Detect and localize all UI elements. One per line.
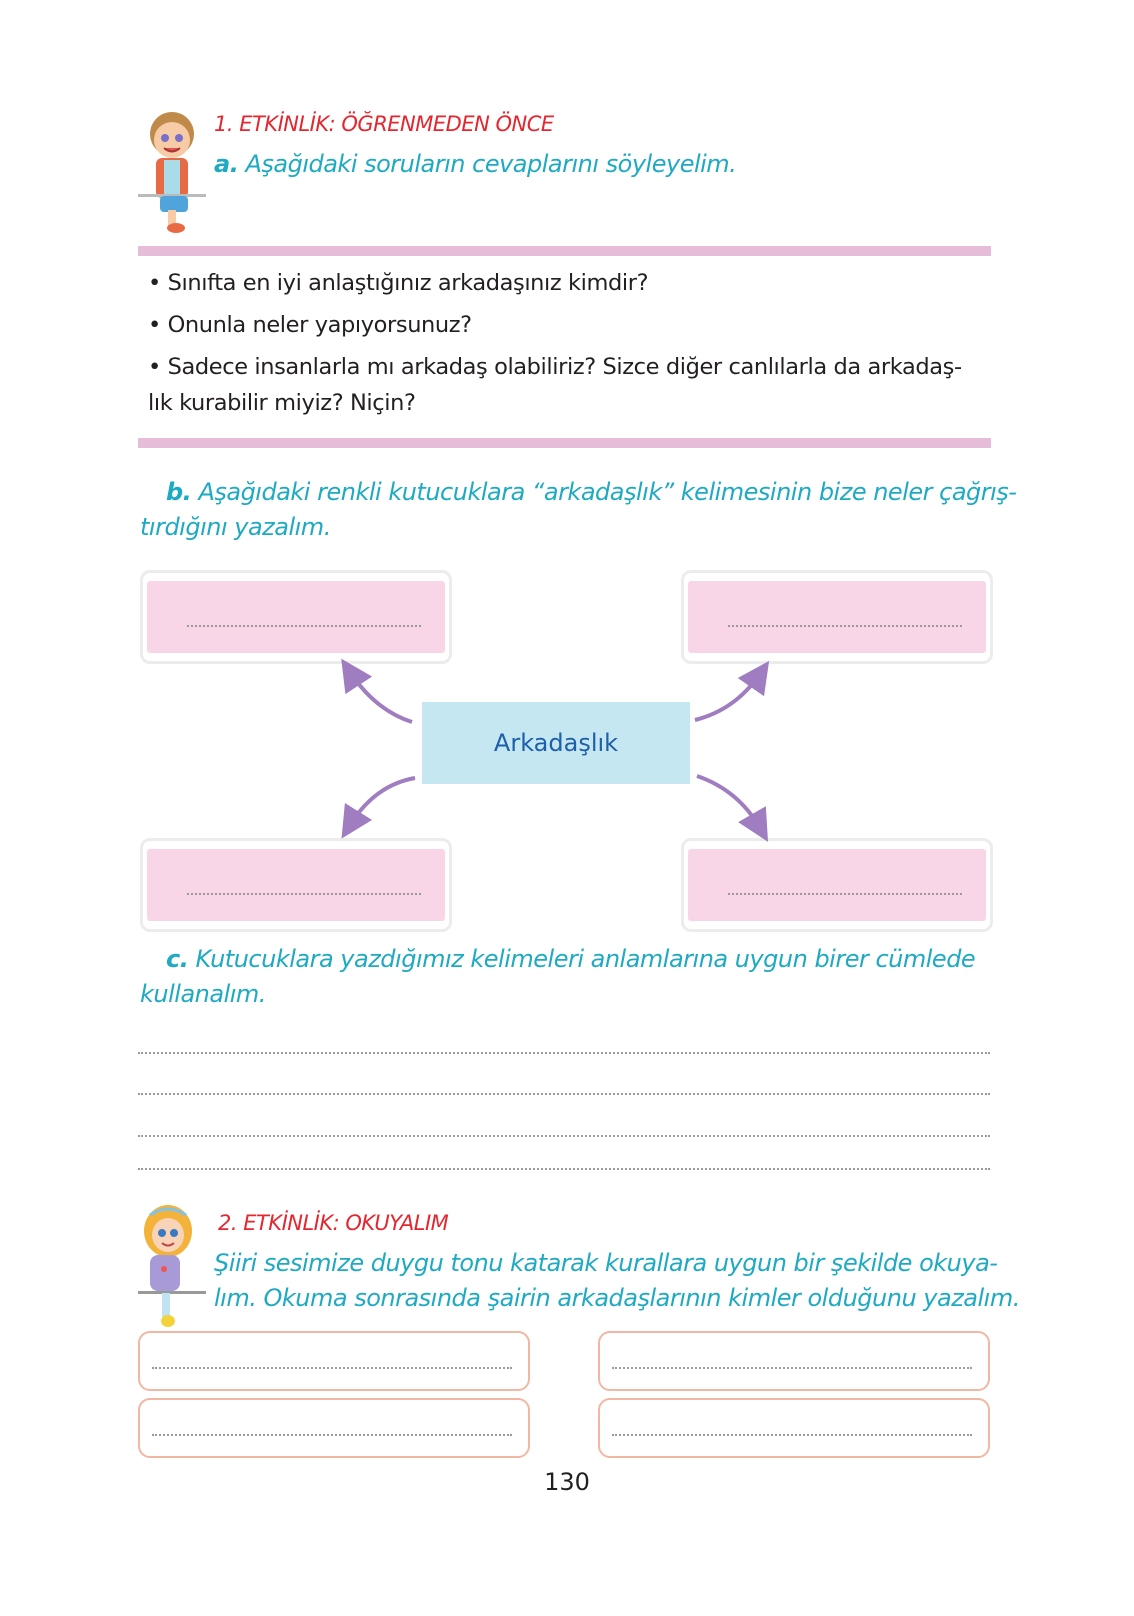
writing-line-4[interactable] [138, 1168, 990, 1170]
center-word-box [422, 702, 690, 784]
question-2: • Onunla neler yapıyorsunuz? [148, 312, 472, 338]
divider-top [138, 246, 991, 256]
activity2-instruction-line1: Şiiri sesimize duygu tonu katarak kurallara uygun bir şekilde okuya- [214, 1249, 998, 1277]
page-number: 130 [544, 1468, 590, 1496]
girl-character-illustration [138, 1203, 208, 1331]
word-box-top-right[interactable] [681, 570, 993, 664]
instruction-b [166, 478, 1016, 506]
answer-box-2[interactable] [598, 1331, 990, 1391]
instruction-c [166, 945, 990, 973]
word-box-bottom-left[interactable] [140, 838, 452, 932]
boy-character-illustration [138, 108, 208, 236]
activity1-title: 1. ETKİNLİK: ÖĞRENMEDEN ÖNCE [214, 112, 554, 136]
instruction-c-line2: kullanalım. [140, 980, 266, 1008]
activity2-title: 2. ETKİNLİK: OKUYALIM [218, 1211, 449, 1235]
writing-line-1[interactable] [138, 1052, 990, 1054]
writing-line-2[interactable] [138, 1093, 990, 1095]
writing-line-3[interactable] [138, 1135, 990, 1137]
label-b: b. [166, 478, 192, 506]
question-1: • Sınıfta en iyi anlaştığınız arkadaşınız kimdir? [148, 270, 649, 296]
question-3-cont: lık kurabilir miyiz? Niçin? [148, 390, 416, 416]
arrow-bottom-right-icon [697, 776, 760, 828]
answer-box-3[interactable] [138, 1398, 530, 1458]
instruction-b-text: Aşağıdaki renkli kutucuklara “arkadaşlık” kelimesinin bize neler çağrış- [198, 478, 1017, 506]
center-word: Arkadaşlık [493, 729, 619, 757]
instruction-a-text: Aşağıdaki soruların cevaplarını söyleyelim. [245, 150, 737, 178]
label-c: c. [166, 945, 189, 973]
arrow-bottom-left-icon [350, 778, 415, 825]
answer-box-1[interactable] [138, 1331, 530, 1391]
question-3: • Sadece insanlarla mı arkadaş olabiliriz? Sizce diğer canlılarla da arkadaş- [148, 354, 962, 380]
activity2-instruction-line2: lım. Okuma sonrasında şairin arkadaşlarının kimler olduğunu yazalım. [214, 1284, 1020, 1312]
arrow-top-right-icon [695, 674, 760, 720]
divider-bottom [138, 438, 991, 448]
label-a: a. [214, 150, 239, 178]
word-box-top-left[interactable] [140, 570, 452, 664]
arrow-top-left-icon [350, 672, 412, 722]
word-box-bottom-right[interactable] [681, 838, 993, 932]
instruction-c-text: Kutucuklara yazdığımız kelimeleri anlamlarına uygun birer cümlede [195, 945, 976, 973]
instruction-b-line2: tırdığını yazalım. [140, 513, 331, 541]
answer-box-4[interactable] [598, 1398, 990, 1458]
instruction-a [214, 150, 736, 178]
